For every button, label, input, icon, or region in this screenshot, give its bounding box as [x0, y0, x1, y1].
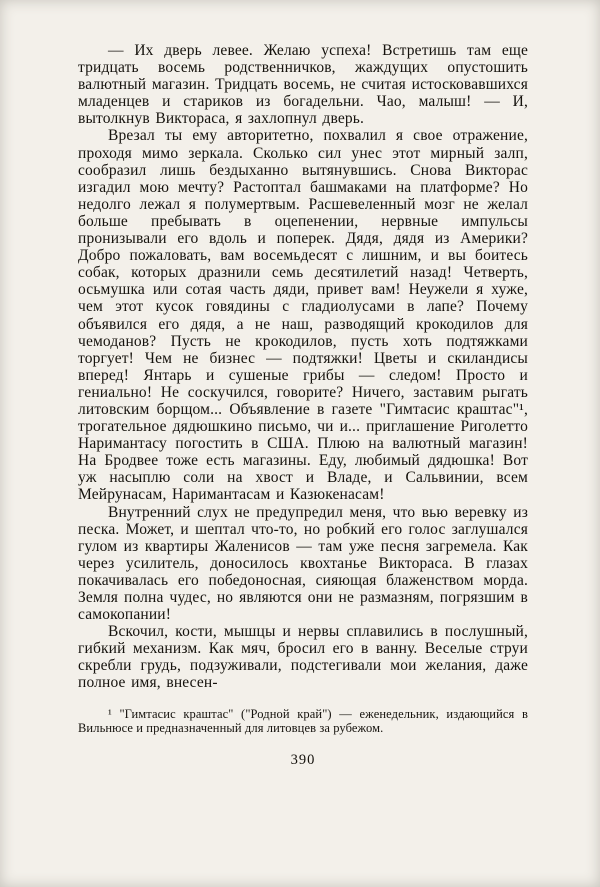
body-text [78, 42, 528, 769]
footnote: ¹ "Гимтасис краштас" ("Родной край") — еженедельник, издающийся в Вильнюсе и предназначенный для литовцев за рубежом. [78, 706, 528, 736]
paragraph-main: Врезал ты ему авторитетно, похвалил я свое отражение, проходя мимо зеркала. Сколько сил унес этот мирный залп, сообразил лишь бездыханно вытянувшись. Снова Викторас изгадил мою мечту? Растоптал башмаками на платформе? Но недолго лежал я полумертвым. Расшевеленный мозг не желал больше пребывать в оцепенении, нервные импульсы пронизывали его вдоль и поперек. Дядя, дядя из Америки? Добро пожаловать, вам восемьдесят с лишним, и вы боитесь собак, которых дразнили семь десятилетий назад! Четверть, осьмушка или сотая часть дяди, привет вам! Неужели я хуже, чем этот кусок говядины с гладиолусами в лапе? Почему объявился его дядя, а не наш, разводящий крокодилов для чемоданов? Пусть не крокодилов, пусть хоть подтяжками торгует! Чем не бизнес — подтяжки! Цветы и скиландисы вперед! Янтарь и сушеные грибы — следом! Просто и гениально! Не соскучился, говорите? Ничего, заставим рыгать литовским борщом... Объявление в газете "Гимтасис краштас"¹, трогательное дядюшкино письмо, чи и... приглашение Риголетто Наримантасу погостить в США. Плюю на валютный магазин! На Бродвее тоже есть магазины. Еду, любимый дядюшка! Вот уж насыплю соли на хвост и Владе, и Сальвинии, всем Мейрунасам, Наримантасам и Казюкенасам! [78, 127, 528, 504]
paragraph-last: Вскочил, кости, мышцы и нервы сплавились в послушный, гибкий механизм. Как мяч, бросил его в ванну. Веселые струи скребли грудь, подзуживали, подстегивали мои желания, даже полное имя, внесен- [78, 623, 528, 692]
paragraph-dialogue: — Их дверь левее. Желаю успеха! Встретишь там еще тридцать восемь родственничков, жаждущих опустошить валютный магазин. Тридцать восемь, не считая истосковавшихся младенцев и стариков из богадельни. Чао, малыш! — И, вытолкнув Виктораса, я захлопнул дверь. [78, 42, 528, 128]
paragraph-inner-voice: Внутренний слух не предупредил меня, что вью веревку из песка. Может, и шептал что-то, но робкий его голос заглушался гулом из квартиры Жаленисов — там уже песня загремела. Как через усилитель, доносилось квохтанье Виктораса. В глазах покачивалась его победоносная, сияющая блаженством морда. Земля полна чудес, но являются они не размазням, погрязшим в самокопании! [78, 503, 528, 624]
page-number: 390 [290, 751, 316, 768]
